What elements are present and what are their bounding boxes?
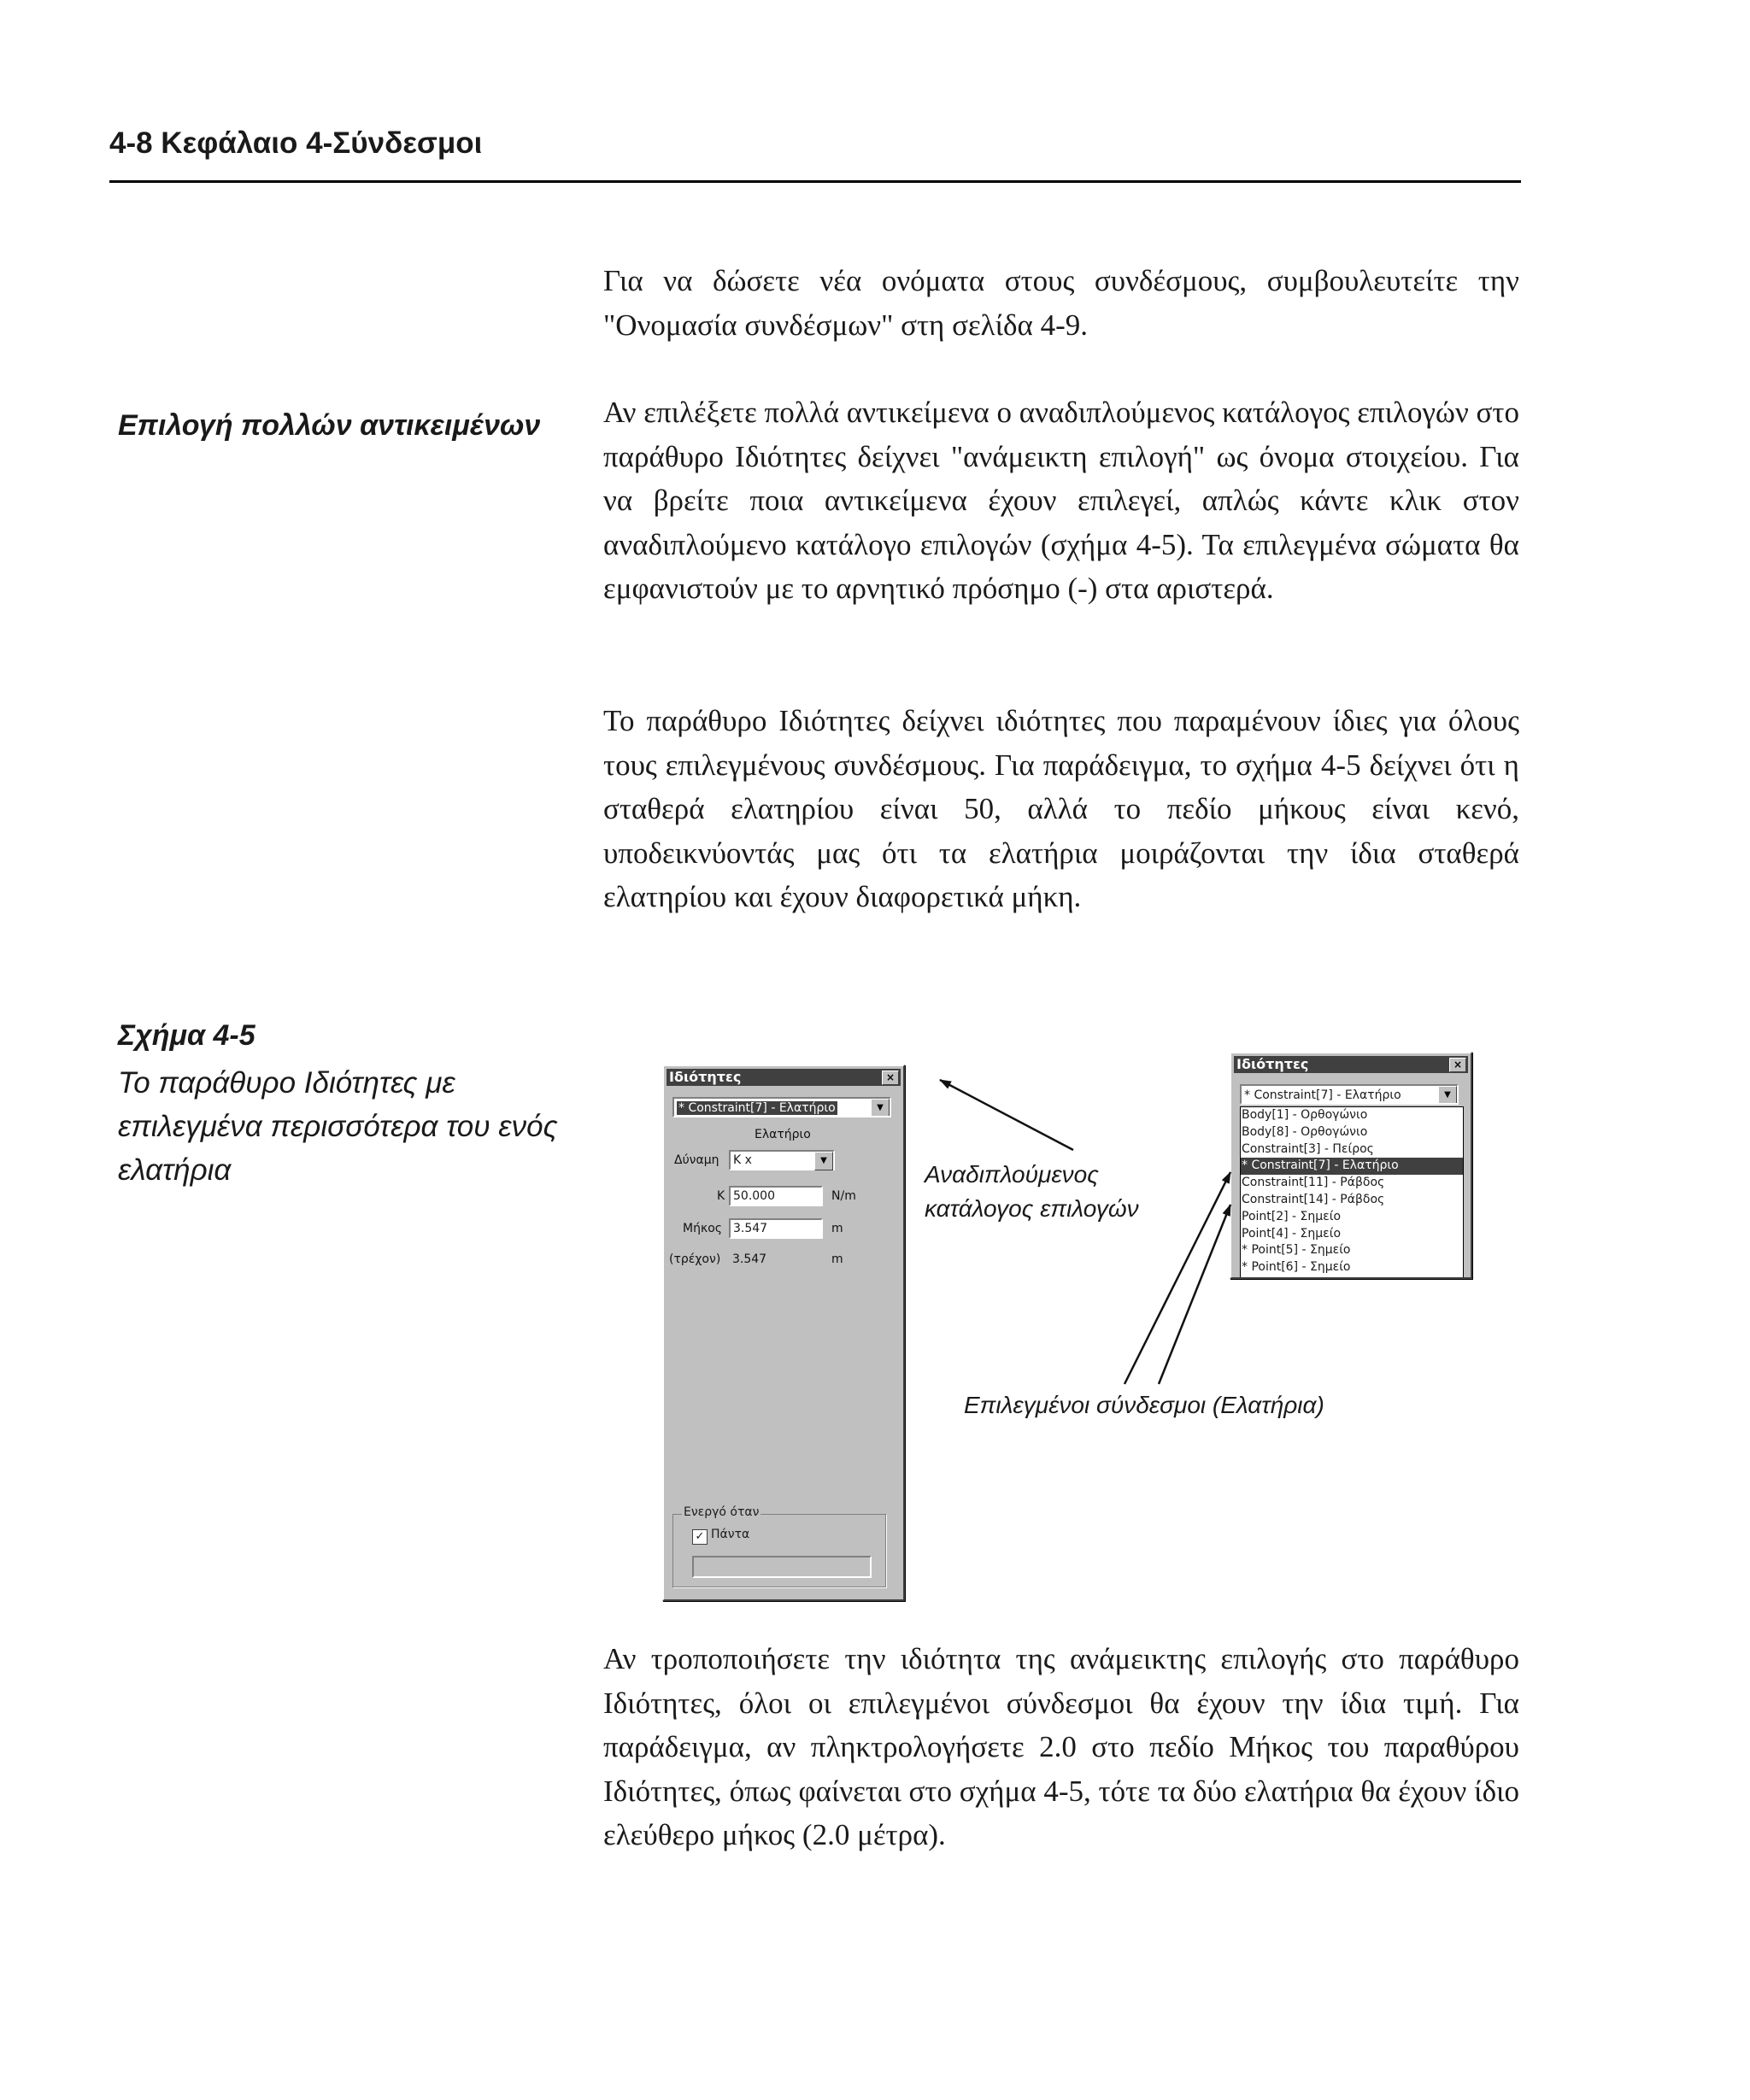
list-item[interactable]: Body[8] - Ορθογώνιο	[1242, 1124, 1368, 1139]
paragraph-3: Το παράθυρο Ιδιότητες δείχνει ιδιότητες που παραμένουν ίδιες για όλους τους επιλεγμένους συνδέσμους. Για παράδειγμα, το σχήμα 4-5 δείχνει ότι η σταθερά ελατηρίου είναι 50, αλλά το πεδίο μήκους είναι κενό, υποδεικνύοντάς μας ότι τα ελατήρια μοιράζονται την ίδια σταθερά ελατηρίου και έχουν διαφορετικά μήκη.	[603, 704, 1519, 913]
length-field[interactable]: 3.547	[729, 1218, 823, 1239]
always-label: Πάντα	[711, 1528, 750, 1541]
annotation-selected: Επιλεγμένοι σύνδεσμοι (Ελατήρια)	[964, 1392, 1324, 1418]
chevron-down-icon[interactable]: ▼	[1438, 1086, 1457, 1105]
figure-label: Σχήμα 4-5	[118, 1019, 255, 1052]
chevron-down-icon[interactable]: ▼	[814, 1152, 833, 1170]
paragraph-4: Αν τροποποιήσετε την ιδιότητα της ανάμεικτης επιλογής στο παράθυρο Ιδιότητες, όλοι οι επιλεγμένοι σύνδεσμοι θα έχουν την ίδια τιμή. Για παράδειγμα, αν πληκτρολογήσετε 2.0 στο πεδίο Μήκος του παραθύρου Ιδιότητες, όπως φαίνεται στο σχήμα 4-5, τότε τα δύο ελατήρια θα έχουν ίδιο ελεύθερο μήκος (2.0 μέτρα).	[603, 1642, 1519, 1851]
length-unit: m	[831, 1222, 843, 1235]
side-heading: Επιλογή πολλών αντικειμένων	[118, 409, 541, 442]
dropdown-value: * Constraint[7] - Ελατήριο	[678, 1101, 836, 1115]
type-label: Ελατήριο	[755, 1128, 811, 1141]
k-label: K	[717, 1189, 725, 1203]
k-field[interactable]: 50.000	[729, 1186, 823, 1206]
figure-caption: Το παράθυρο Ιδιότητες με επιλεγμένα περισσότερα του ενός ελατήρια	[118, 1066, 558, 1187]
group-title: Ενεργό όταν	[684, 1505, 760, 1519]
force-label: Δύναμη	[674, 1153, 719, 1167]
length-label: Μήκος	[683, 1222, 722, 1235]
close-icon[interactable]: ×	[882, 1071, 899, 1085]
list-item[interactable]: Body[1] - Ορθογώνιο	[1242, 1108, 1368, 1122]
close-icon[interactable]: ×	[1449, 1058, 1466, 1072]
dropdown-value: * Constraint[7] - Ελατήριο	[1244, 1088, 1401, 1102]
current-value: 3.547	[732, 1252, 767, 1266]
list-item[interactable]: Constraint[14] - Ράβδος	[1242, 1192, 1385, 1206]
current-unit: m	[831, 1252, 843, 1266]
list-item[interactable]: Point[2] - Σημείο	[1242, 1209, 1342, 1223]
always-checkbox[interactable]: ✓	[692, 1529, 708, 1545]
paragraph-1: Για να δώσετε νέα ονόματα στους συνδέσμους, συμβουλευτείτε την "Ονομασία συνδέσμων" στη σελίδα 4-9.	[603, 264, 1519, 342]
list-item[interactable]: Point[4] - Σημείο	[1242, 1226, 1342, 1241]
page-header: 4-8 Κεφάλαιο 4-Σύνδεσμοι	[109, 126, 483, 160]
chevron-down-icon[interactable]: ▼	[871, 1099, 890, 1117]
arrow-to-item-1	[1125, 1172, 1230, 1384]
window-title: Ιδιότητες	[669, 1069, 742, 1085]
list-item[interactable]: * Point[5] - Σημείο	[1242, 1243, 1351, 1258]
list-item[interactable]: Constraint[3] - Πείρος	[1242, 1141, 1374, 1156]
force-value: K x	[733, 1153, 752, 1167]
arrow-to-dropdown	[940, 1080, 1073, 1150]
list-item[interactable]: * Point[6] - Σημείο	[1242, 1260, 1351, 1275]
window-title: Ιδιότητες	[1236, 1056, 1309, 1072]
paragraph-2: Αν επιλέξετε πολλά αντικείμενα ο αναδιπλούμενος κατάλογος επιλογών στο παράθυρο Ιδιότητες δείχνει "ανάμεικτη επιλογή" ως όνομα στοιχείου. Για να βρείτε ποια αντικείμενα έχουν επιλεγεί, απλώς κάντε κλικ στον αναδιπλούμενο κατάλογο επιλογών (σχήμα 4-5). Τα επιλεγμένα σώματα θα εμφανιστούν με το αρνητικό πρόσημο (-) στα αριστερά.	[603, 396, 1519, 605]
list-item[interactable]: Constraint[11] - Ράβδος	[1242, 1176, 1385, 1190]
list-item-selected[interactable]: * Constraint[7] - Ελατήριο	[1241, 1158, 1463, 1175]
k-unit: N/m	[831, 1189, 856, 1203]
annotation-dropdown: Αναδιπλούμενος κατάλογος επιλογών	[925, 1161, 1139, 1222]
current-label: (τρέχον)	[669, 1252, 721, 1266]
